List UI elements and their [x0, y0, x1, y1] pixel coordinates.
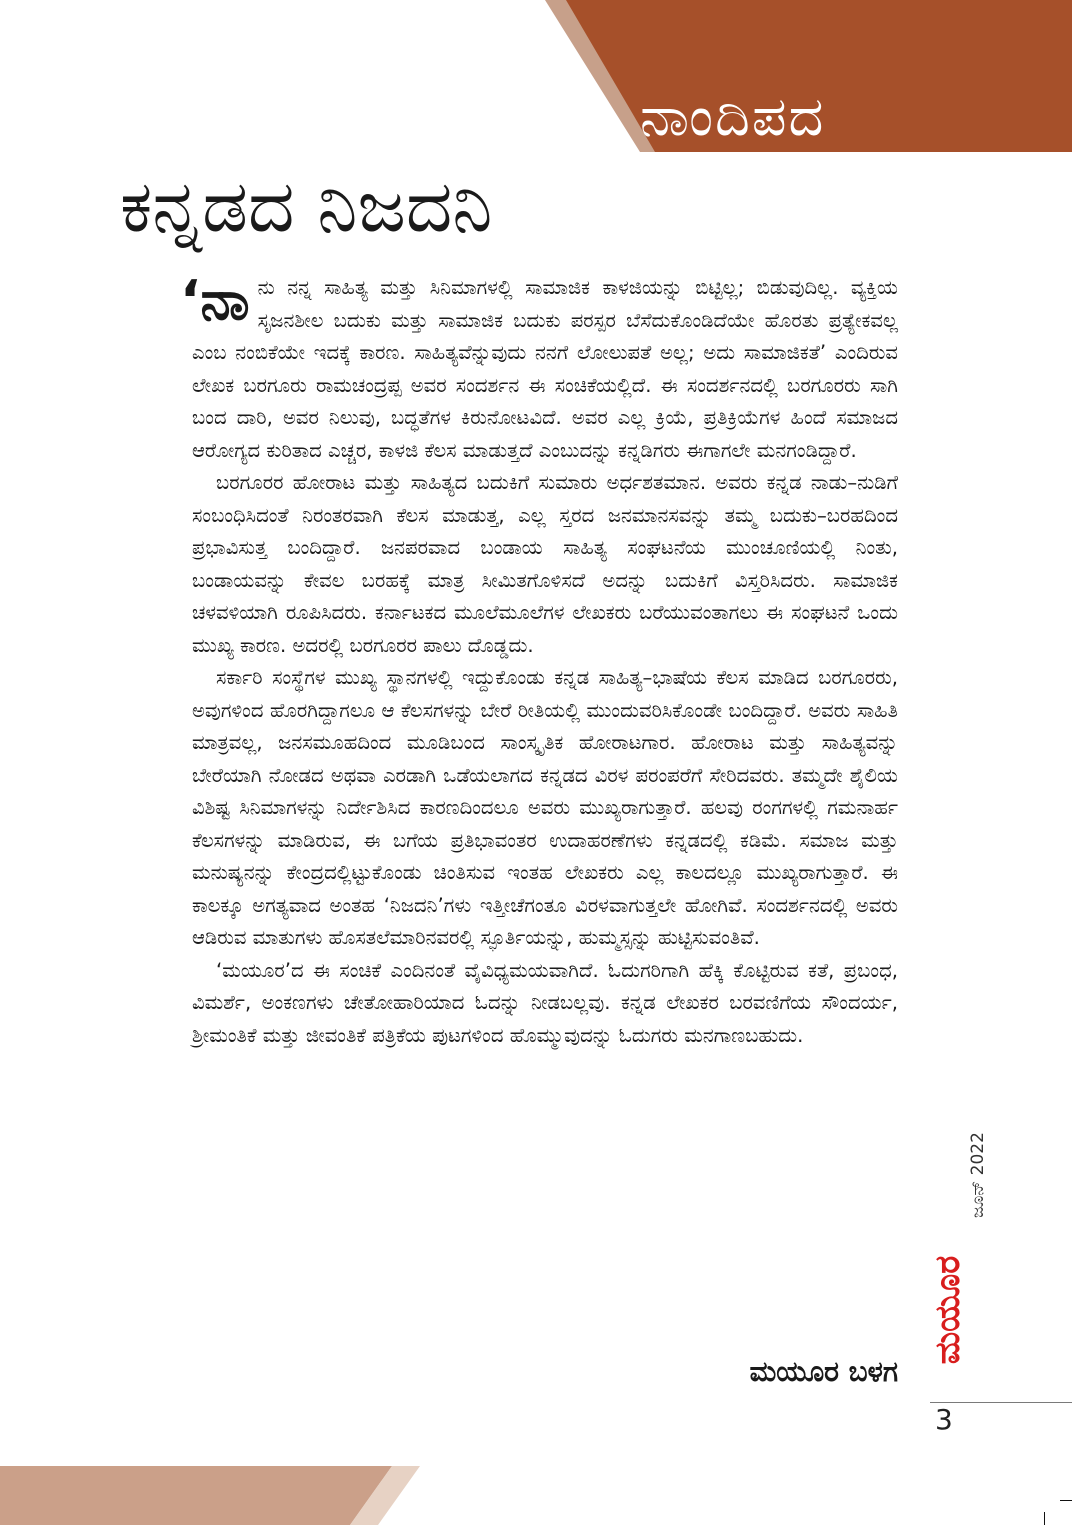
magazine-logo [926, 1245, 970, 1375]
section-label: ನಾಂದಿಪದ [640, 85, 826, 148]
signature: ಮಯೂರ ಬಳಗ [749, 1355, 898, 1388]
issue-date-text: ಜೂನ್ 2022 [968, 1132, 988, 1218]
crop-mark [1044, 1512, 1045, 1525]
paragraph: ಬರಗೂರರ ಹೋರಾಟ ಮತ್ತು ಸಾಹಿತ್ಯದ ಬದುಕಿಗೆ ಸುಮಾರು ಅರ್ಧಶತಮಾನ. ಅವರು ಕನ್ನಡ ನಾಡು–ನುಡಿಗೆ ಸಂಬಂಧಿಸಿದಂತೆ ನಿರಂತರವಾಗಿ ಕೆಲಸ ಮಾಡುತ್ತ, ಎಲ್ಲ ಸ್ತರದ ಜನಮಾನಸವನ್ನು ತಮ್ಮ ಬದುಕು–ಬರಹದಿಂದ ಪ್ರಭಾವಿಸುತ್ತ ಬಂದಿದ್ದಾರೆ. ಜನಪರವಾದ ಬಂಡಾಯ ಸಾಹಿತ್ಯ ಸಂಘಟನೆಯ ಮುಂಚೂಣಿಯಲ್ಲಿ ನಿಂತು, ಬಂಡಾಯವನ್ನು ಕೇವಲ ಬರಹಕ್ಕೆ ಮಾತ್ರ ಸೀಮಿತಗೊಳಿಸದೆ ಅದನ್ನು ಬದುಕಿಗೆ ವಿಸ್ತರಿಸಿದರು. ಸಾಮಾಜಿಕ ಚಳವಳಿಯಾಗಿ ರೂಪಿಸಿದರು. ಕರ್ನಾಟಕದ ಮೂಲೆಮೂಲೆಗಳ ಲೇಖಕರು ಬರೆಯುವಂತಾಗಲು ಈ ಸಂಘಟನೆ ಒಂದು ಮುಖ್ಯ ಕಾರಣ. ಅದರಲ್ಲಿ ಬರಗೂರರ ಪಾಲು ದೊಡ್ಡದು. [192, 471, 898, 657]
page-number: 3 [935, 1403, 953, 1436]
paragraph [180, 269, 898, 467]
paragraph: ‘ಮಯೂರ’ದ ಈ ಸಂಚಿಕೆ ಎಂದಿನಂತೆ ವೈವಿಧ್ಯಮಯವಾಗಿದೆ. ಓದುಗರಿಗಾಗಿ ಹೆಕ್ಕಿ ಕೊಟ್ಟಿರುವ ಕತೆ, ಪ್ರಬಂಧ, ವಿಮರ್ಶೆ, ಅಂಕಣಗಳು ಚೇತೋಹಾರಿಯಾದ ಓದನ್ನು ನೀಡಬಲ್ಲವು. ಕನ್ನಡ ಲೇಖಕರ ಬರವಣಿಗೆಯ ಸೌಂದರ್ಯ, ಶ್ರೀಮಂತಿಕೆ ಮತ್ತು ಜೀವಂತಿಕೆ ಪತ್ರಿಕೆಯ ಪುಟಗಳಿಂದ ಹೊಮ್ಮುವುದನ್ನು ಓದುಗರು ಮನಗಾಣಬಹುದು. [192, 958, 898, 1047]
footer-band [0, 1466, 430, 1525]
article-title: ಕನ್ನಡದ ನಿಜದನಿ [120, 164, 493, 248]
magazine-logo-text: ಮಯೂರ [928, 1255, 968, 1365]
footer-tan-block [0, 1466, 392, 1525]
paragraph: ಸರ್ಕಾರಿ ಸಂಸ್ಥೆಗಳ ಮುಖ್ಯ ಸ್ಥಾನಗಳಲ್ಲಿ ಇದ್ದುಕೊಂಡು ಕನ್ನಡ ಸಾಹಿತ್ಯ–ಭಾಷೆಯ ಕೆಲಸ ಮಾಡಿದ ಬರಗೂರರು, ಅವುಗಳಿಂದ ಹೊರಗಿದ್ದಾಗಲೂ ಆ ಕೆಲಸಗಳನ್ನು ಬೇರೆ ರೀತಿಯಲ್ಲಿ ಮುಂದುವರಿಸಿಕೊಂಡೇ ಬಂದಿದ್ದಾರೆ. ಅವರು ಸಾಹಿತಿ ಮಾತ್ರವಲ್ಲ, ಜನಸಮೂಹದಿಂದ ಮೂಡಿಬಂದ ಸಾಂಸ್ಕೃತಿಕ ಹೋರಾಟಗಾರ. ಹೋರಾಟ ಮತ್ತು ಸಾಹಿತ್ಯವನ್ನು ಬೇರೆಯಾಗಿ ನೋಡದ ಅಥವಾ ಎರಡಾಗಿ ಒಡೆಯಲಾಗದ ಕನ್ನಡದ ವಿರಳ ಪರಂಪರೆಗೆ ಸೇರಿದವರು. ತಮ್ಮದೇ ಶೈಲಿಯ ವಿಶಿಷ್ಟ ಸಿನಿಮಾಗಳನ್ನು ನಿರ್ದೇಶಿಸಿದ ಕಾರಣದಿಂದಲೂ ಅವರು ಮುಖ್ಯರಾಗುತ್ತಾರೆ. ಹಲವು ರಂಗಗಳಲ್ಲಿ ಗಮನಾರ್ಹ ಕೆಲಸಗಳನ್ನು ಮಾಡಿರುವ, ಈ ಬಗೆಯ ಪ್ರತಿಭಾವಂತರ ಉದಾಹರಣೆಗಳು ಕನ್ನಡದಲ್ಲಿ ಕಡಿಮೆ. ಸಮಾಜ ಮತ್ತು ಮನುಷ್ಯನನ್ನು ಕೇಂದ್ರದಲ್ಲಿಟ್ಟುಕೊಂಡು ಚಿಂತಿಸುವ ಇಂತಹ ಲೇಖಕರು ಎಲ್ಲ ಕಾಲದಲ್ಲೂ ಮುಖ್ಯರಾಗುತ್ತಾರೆ. ಈ ಕಾಲಕ್ಕೂ ಅಗತ್ಯವಾದ ಅಂತಹ ‘ನಿಜದನಿ’ಗಳು ಇತ್ತೀಚೆಗಂತೂ ವಿರಳವಾಗುತ್ತಲೇ ಹೋಗಿವೆ. ಸಂದರ್ಶನದಲ್ಲಿ ಅವರು ಆಡಿರುವ ಮಾತುಗಳು ಹೊಸತಲೆಮಾರಿನವರಲ್ಲಿ ಸ್ಫೂರ್ತಿಯನ್ನು, ಹುಮ್ಮಸ್ಸನ್ನು ಹುಟ್ಟಿಸುವಂತಿವೆ. [192, 666, 898, 949]
article-body [180, 269, 898, 1052]
crop-mark [1060, 1500, 1072, 1501]
paragraph-text: ನು ನನ್ನ ಸಾಹಿತ್ಯ ಮತ್ತು ಸಿನಿಮಾಗಳಲ್ಲಿ ಸಾಮಾಜಿಕ ಕಾಳಜಿಯನ್ನು ಬಿಟ್ಟಿಲ್ಲ; ಬಿಡುವುದಿಲ್ಲ. ವ್ಯಕ್ತಿಯ ಸೃಜನಶೀಲ ಬದುಕು ಮತ್ತು ಸಾಮಾಜಿಕ ಬದುಕು ಪರಸ್ಪರ ಬೆಸೆದುಕೊಂಡಿದೆಯೇ ಹೊರತು ಪ್ರತ್ಯೇಕವಲ್ಲ ಎಂಬ ನಂಬಿಕೆಯೇ ಇದಕ್ಕೆ ಕಾರಣ. ಸಾಹಿತ್ಯವೆನ್ನುವುದು ನನಗೆ ಲೋಲುಪತೆ ಅಲ್ಲ; ಅದು ಸಾಮಾಜಿಕತೆ’ ಎಂದಿರುವ ಲೇಖಕ ಬರಗೂರು ರಾಮಚಂದ್ರಪ್ಪ ಅವರ ಸಂದರ್ಶನ ಈ ಸಂಚಿಕೆಯಲ್ಲಿದೆ. ಈ ಸಂದರ್ಶನದಲ್ಲಿ ಬರಗೂರರು ಸಾಗಿ ಬಂದ ದಾರಿ, ಅವರ ನಿಲುವು, ಬದ್ಧತೆಗಳ ಕಿರುನೋಟವಿದೆ. ಅವರ ಎಲ್ಲ ಕ್ರಿಯೆ, ಪ್ರತಿಕ್ರಿಯೆಗಳ ಹಿಂದೆ ಸಮಾಜದ ಆರೋಗ್ಯದ ಕುರಿತಾದ ಎಚ್ಚರ, ಕಾಳಜಿ ಕೆಲಸ ಮಾಡುತ್ತದೆ ಎಂಬುದನ್ನು ಕನ್ನಡಿಗರು ಈಗಾಗಲೇ ಮನಗಂಡಿದ್ದಾರೆ. [192, 276, 898, 462]
issue-date [958, 1115, 998, 1235]
dropcap: ‘ನಾ [180, 269, 250, 332]
